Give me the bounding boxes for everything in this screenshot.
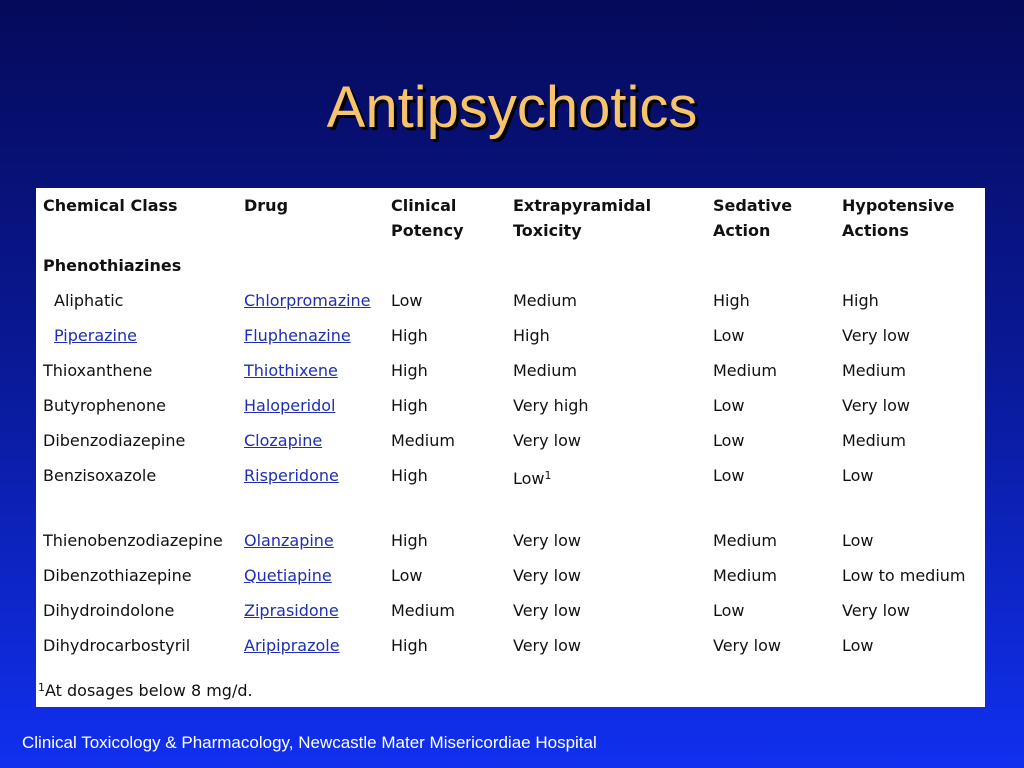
- cell-sedative: Low: [713, 601, 745, 620]
- cell-hypotensive: Very low: [842, 326, 910, 345]
- group-label-phenothiazines: Phenothiazines: [43, 256, 182, 275]
- header-hyp-line1: Hypotensive: [842, 196, 955, 215]
- drug-table: [36, 188, 985, 707]
- cell-hypotensive: Low: [842, 636, 874, 655]
- cell-potency: Low: [391, 291, 423, 310]
- cell-eps: Very low: [513, 531, 581, 550]
- header-sed-line2: Action: [713, 221, 771, 240]
- cell-chemical-class: Dihydroindolone: [43, 601, 175, 620]
- cell-hypotensive: Medium: [842, 361, 906, 380]
- header-hypotensive-actions: [842, 193, 954, 243]
- header-clinical-line2: Potency: [391, 221, 464, 240]
- cell-potency: Low: [391, 566, 423, 585]
- cell-sedative: Low: [713, 396, 745, 415]
- header-extrapyramidal-toxicity: [513, 193, 651, 243]
- cell-chemical-class: Thienobenzodiazepine: [43, 531, 223, 550]
- cell-eps: High: [513, 326, 550, 345]
- cell-hypotensive: Very low: [842, 396, 910, 415]
- cell-potency: High: [391, 636, 428, 655]
- cell-potency: High: [391, 396, 428, 415]
- footnote-superscript: 1: [544, 469, 552, 482]
- cell-hypotensive: High: [842, 291, 879, 310]
- cell-chemical-class: Thioxanthene: [43, 361, 153, 380]
- slide-title: Antipsychotics: [326, 75, 698, 140]
- footnote-text: At dosages below 8 mg/d.: [45, 681, 253, 700]
- cell-sedative: Low: [713, 326, 745, 345]
- cell-eps: Medium: [513, 361, 577, 380]
- cell-sedative: Low: [713, 466, 745, 485]
- cell-hypotensive: Very low: [842, 601, 910, 620]
- header-eps-line2: Toxicity: [513, 221, 582, 240]
- cell-potency: Medium: [391, 601, 455, 620]
- cell-eps: Medium: [513, 291, 577, 310]
- drug-link[interactable]: Clozapine: [244, 431, 323, 450]
- cell-eps-value: Low: [513, 469, 545, 488]
- cell-eps: Very low: [513, 566, 581, 585]
- slide-footer: Clinical Toxicology & Pharmacology, Newcastle Mater Misericordiae Hospital: [22, 733, 597, 752]
- drug-link[interactable]: Haloperidol: [244, 396, 336, 415]
- cell-potency: High: [391, 531, 428, 550]
- cell-potency: High: [391, 361, 428, 380]
- cell-chemical-class: Benzisoxazole: [43, 466, 157, 485]
- footnote: [38, 678, 253, 703]
- cell-sedative: Low: [713, 431, 745, 450]
- header-drug: Drug: [244, 196, 289, 215]
- cell-chemical-class: Dibenzothiazepine: [43, 566, 192, 585]
- drug-link[interactable]: Olanzapine: [244, 531, 334, 550]
- cell-sedative: Medium: [713, 361, 777, 380]
- cell-potency: High: [391, 466, 428, 485]
- cell-hypotensive: Low: [842, 466, 874, 485]
- cell-chemical-class: Butyrophenone: [43, 396, 166, 415]
- header-clinical-line1: Clinical: [391, 196, 457, 215]
- header-sedative-action: [713, 193, 792, 243]
- drug-link[interactable]: Quetiapine: [244, 566, 332, 585]
- drug-link[interactable]: Ziprasidone: [244, 601, 339, 620]
- cell-sedative: Medium: [713, 531, 777, 550]
- footnote-marker: 1: [38, 681, 45, 694]
- drug-link[interactable]: Risperidone: [244, 466, 339, 485]
- cell-potency: High: [391, 326, 428, 345]
- header-sed-line1: Sedative: [713, 196, 793, 215]
- drug-link[interactable]: Chlorpromazine: [244, 291, 371, 310]
- drug-link[interactable]: Aripiprazole: [244, 636, 340, 655]
- cell-eps: Very high: [513, 396, 589, 415]
- cell-hypotensive: Low to medium: [842, 566, 966, 585]
- drug-link[interactable]: Fluphenazine: [244, 326, 351, 345]
- cell-eps: Very low: [513, 431, 581, 450]
- header-hyp-line2: Actions: [842, 221, 909, 240]
- cell-chemical-class: Dihydrocarbostyril: [43, 636, 191, 655]
- cell-potency: Medium: [391, 431, 455, 450]
- cell-eps: [513, 466, 552, 491]
- cell-sedative: Very low: [713, 636, 781, 655]
- chemical-class-link[interactable]: Piperazine: [54, 326, 137, 345]
- cell-sedative: High: [713, 291, 750, 310]
- header-clinical-potency: [391, 193, 464, 243]
- header-chemical-class: Chemical Class: [43, 196, 178, 215]
- cell-eps: Very low: [513, 601, 581, 620]
- cell-eps: Very low: [513, 636, 581, 655]
- drug-link[interactable]: Thiothixene: [244, 361, 338, 380]
- cell-hypotensive: Low: [842, 531, 874, 550]
- cell-chemical-class: Dibenzodiazepine: [43, 431, 186, 450]
- header-eps-line1: Extrapyramidal: [513, 196, 652, 215]
- cell-hypotensive: Medium: [842, 431, 906, 450]
- cell-chemical-class: Aliphatic: [54, 291, 124, 310]
- cell-sedative: Medium: [713, 566, 777, 585]
